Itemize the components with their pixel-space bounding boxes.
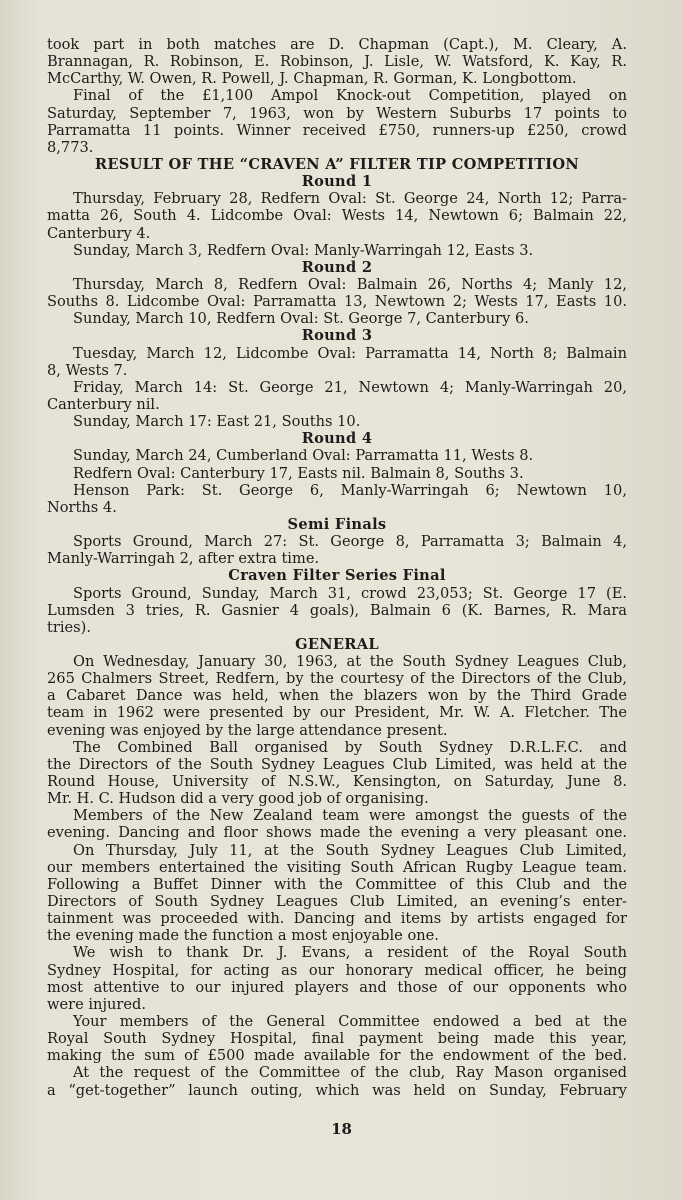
section-heading: GENERAL [295,635,379,653]
text-line: team in 1962 were presented by our President, Mr. W. A. Fletcher. The [47,704,627,722]
text-line: Thursday, March 8, Redfern Oval: Balmain 26, Norths 4; Manly 12, [73,275,627,293]
text-line: Canterbury 4. [47,224,151,242]
text-line: At the request of the Committee of the club, Ray Mason organised [73,1064,627,1082]
text-line: On Thursday, July 11, at the South Sydney Leagues Club Limited, [73,841,627,859]
page-number: 18 [331,1120,352,1138]
text-line: matta 26, South 4. Lidcombe Oval: Wests 14, Newtown 6; Balmain 22, [47,207,627,225]
text-line: Canterbury nil. [47,395,160,413]
text-line: a “get-together” launch outing, which was held on Sunday, February [47,1081,627,1099]
text-line: Parramatta 11 points. Winner received £750, runners-up £250, crowd [47,121,627,139]
text-line: the evening made the function a most enjoyable one. [47,927,439,945]
text-line: Sports Ground, Sunday, March 31, crowd 23,053; St. George 17 (E. [73,584,627,602]
text-line: Henson Park: St. George 6, Manly-Warringah 6; Newtown 10, [73,481,627,499]
text-line: our members entertained the visiting South African Rugby League team. [47,858,627,876]
text-line: a Cabaret Dance was held, when the blazers won by the Third Grade [47,687,627,705]
text-line: tries). [47,618,91,636]
text-line: Round House, University of N.S.W., Kensington, on Saturday, June 8. [47,773,627,791]
text-line: Norths 4. [47,498,117,516]
text-line: Final of the £1,100 Ampol Knock-out Competition, played on [73,87,627,105]
text-line: Your members of the General Committee endowed a bed at the [73,1013,627,1031]
text-line: 265 Chalmers Street, Redfern, by the courtesy of the Directors of the Club, [47,670,627,688]
text-line: tainment was proceeded with. Dancing and items by artists engaged for [47,910,627,928]
text-line: Royal South Sydney Hospital, final payment being made this year, [47,1030,627,1048]
text-line: 8,773. [47,138,94,156]
text-line: McCarthy, W. Owen, R. Powell, J. Chapman, R. Gorman, K. Longbottom. [47,70,577,88]
section-heading: Round 3 [301,327,373,345]
text-line: Saturday, September 7, 1963, won by Western Suburbs 17 points to [47,104,627,122]
text-line: were injured. [47,995,146,1013]
text-line: Sydney Hospital, for acting as our honorary medical officer, he being [47,961,627,979]
text-line: took part in both matches are D. Chapman (Capt.), M. Cleary, A. [47,36,627,53]
text-line: Tuesday, March 12, Lidcombe Oval: Parramatta 14, North 8; Balmain [73,344,627,362]
text-line: evening. Dancing and floor shows made the evening a very pleasant one. [47,824,627,842]
text-line: Sunday, March 10, Redfern Oval: St. George 7, Canterbury 6. [73,310,529,328]
text-line: Manly-Warringah 2, after extra time. [47,550,320,568]
text-line: Sunday, March 17: East 21, Souths 10. [73,413,361,431]
section-heading: Round 2 [301,258,373,276]
section-heading: Semi Finals [287,515,387,533]
text-line: Sunday, March 3, Redfern Oval: Manly-Warringah 12, Easts 3. [73,241,534,259]
text-line: Lumsden 3 tries, R. Gasnier 4 goals), Balmain 6 (K. Barnes, R. Mara [47,601,627,619]
section-heading: Round 1 [301,173,373,191]
section-heading: RESULT OF THE “CRAVEN A” FILTER TIP COMPETITION [94,155,580,173]
text-line: Sunday, March 24, Cumberland Oval: Parramatta 11, Wests 8. [73,447,534,465]
text-line: Directors of South Sydney Leagues Club Limited, an evening’s enter- [47,893,627,911]
text-line: Mr. H. C. Hudson did a very good job of organising. [47,790,429,808]
text-line: Souths 8. Lidcombe Oval: Parramatta 13, Newtown 2; Wests 17, Easts 10. [47,293,627,311]
text-line: Following a Buffet Dinner with the Committee of this Club and the [47,875,627,893]
text-line: Friday, March 14: St. George 21, Newtown 4; Manly-Warringah 20, [73,378,627,396]
text-line: 8, Wests 7. [47,361,128,379]
text-line: evening was enjoyed by the large attendance present. [47,721,448,739]
text-line: Brannagan, R. Robinson, E. Robinson, J. Lisle, W. Watsford, K. Kay, R. [47,53,627,71]
text-line: making the sum of £500 made available for the endowment of the bed. [47,1047,627,1065]
section-heading: Craven Filter Series Final [228,567,446,585]
text-line: We wish to thank Dr. J. Evans, a resident of the Royal South [73,944,627,962]
text-line: The Combined Ball organised by South Sydney D.R.L.F.C. and [73,738,627,756]
text-line: Redfern Oval: Canterbury 17, Easts nil. Balmain 8, Souths 3. [73,464,524,482]
text-line: Thursday, February 28, Redfern Oval: St. George 24, North 12; Parra- [73,190,627,208]
page-body-text [47,36,627,1099]
text-line: Sports Ground, March 27: St. George 8, Parramatta 3; Balmain 4, [73,533,627,551]
text-line: Members of the New Zealand team were amongst the guests of the [73,807,627,825]
text-line: most attentive to our injured players and those of our opponents who [47,978,627,996]
text-line: the Directors of the South Sydney Leagues Club Limited, was held at the [47,755,627,773]
section-heading: Round 4 [301,430,373,448]
text-line: On Wednesday, January 30, 1963, at the South Sydney Leagues Club, [73,653,627,671]
